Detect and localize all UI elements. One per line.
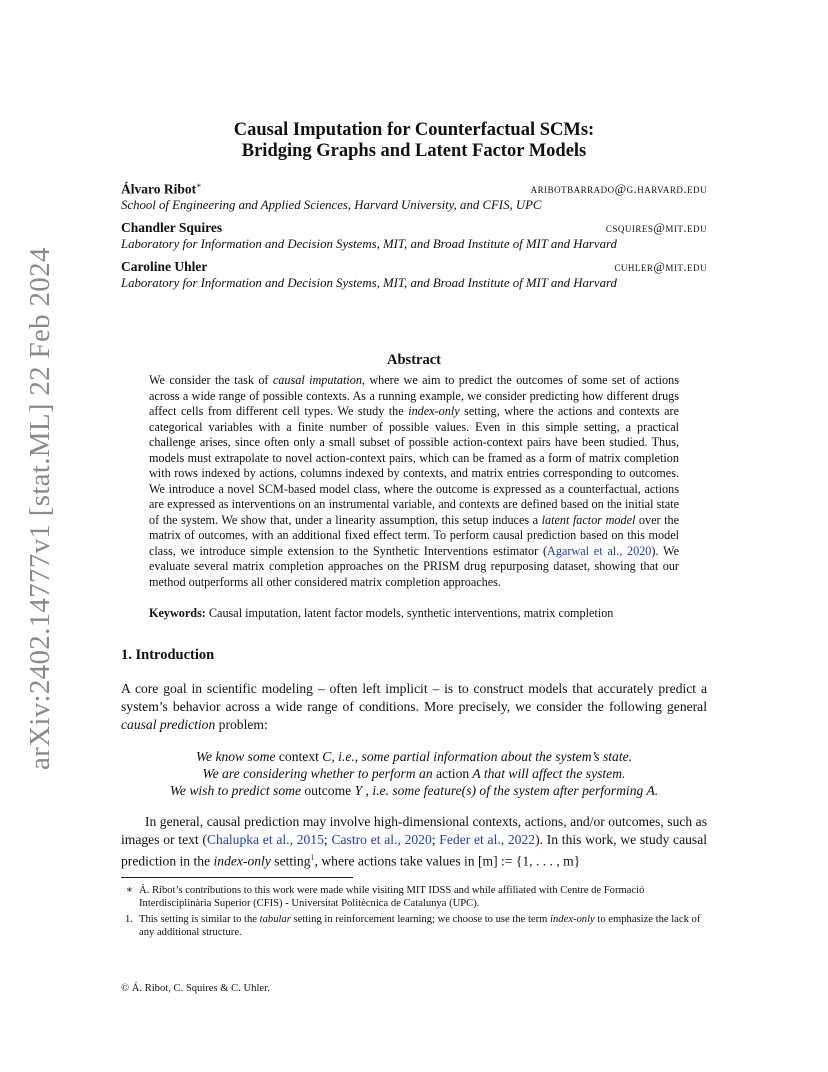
footnote: 1. This setting is similar to the tabular setting in reinforcement learning; we choose to use the term index-only to emphasize the lack of any additional structure.: [125, 913, 701, 939]
keywords-text: Causal imputation, latent factor models, synthetic interventions, matrix completion: [208, 606, 614, 621]
author-email[interactable]: cuhler@mit.edu: [614, 260, 707, 275]
author-affiliation: Laboratory for Information and Decision Systems, MIT, and Broad Institute of MIT and Harvard: [121, 276, 617, 291]
author-name: Caroline Uhler: [121, 259, 208, 275]
problem-statement: [121, 748, 707, 799]
title-line-2: Bridging Graphs and Latent Factor Models: [241, 141, 587, 161]
citation-link[interactable]: Chalupka et al., 2015: [206, 832, 324, 848]
problem-line: We wish to predict some outcome Y , i.e. some feature(s) of the system after performing A.: [169, 783, 659, 799]
footnote: ∗ Á. Ribot’s contributions to this work were made while visiting MIT IDSS and while affiliated with Centre de Formació Interdisciplinària Superior (CFIS) - Universitat Politècnica de Catalunya (UPC).: [125, 884, 645, 910]
copyright-notice: © Á. Ribot, C. Squires & C. Uhler.: [121, 983, 270, 994]
abstract-body: We consider the task of causal imputation, where we aim to predict the outcomes of some set of actions across a wide range of possible contexts. As a running example, we consider predicting how different drugs affect cells from different cell types. We study the index-only setting, where the actions and contexts are categorical variables with a finite number of possible values. Even in this simple setting, a practical challenge arises, since often only a small subset of possible action-context pairs have been studied. Thus, models must extrapolate to novel action-context pairs, which can be framed as a form of matrix completion with rows indexed by actions, columns indexed by contexts, and matrix entries corresponding to outcomes. We introduce a novel SCM-based model class, where the outcome is expressed as a counterfactual, actions are expressed as interventions on an instrumental variable, and contexts are defined based on the initial state of the system. We show that, under a linearity assumption, this setup induces a latent factor model over the matrix of outcomes, with an additional fixed effect term. To perform causal prediction based on this model class, we introduce simple extension to the Synthetic Interventions estimator (Agarwal et al., 2020). We evaluate several matrix completion approaches on the PRISM drug repurposing dataset, showing that our method outperforms all other considered matrix completion approaches.: [149, 373, 680, 589]
author-email[interactable]: csquires@mit.edu: [605, 221, 707, 236]
author-affiliation: Laboratory for Information and Decision Systems, MIT, and Broad Institute of MIT and Harvard: [121, 237, 617, 252]
author-list: [121, 178, 707, 292]
abstract-heading: Abstract: [387, 352, 441, 369]
footnote-ref[interactable]: 1: [310, 853, 315, 863]
footnote-rule: [121, 877, 353, 878]
problem-line: We are considering whether to perform an action A that will affect the system.: [202, 766, 626, 782]
keywords: [149, 606, 679, 621]
citation-link[interactable]: Agarwal et al., 2020: [547, 543, 652, 558]
author-affiliation: School of Engineering and Applied Sciences, Harvard University, and CFIS, UPC: [121, 198, 542, 213]
paper-title: [121, 120, 707, 162]
problem-line: We know some context C, i.e., some partial information about the system’s state.: [195, 749, 633, 765]
keywords-label: Keywords:: [149, 606, 206, 621]
citation-link[interactable]: Castro et al., 2020: [331, 832, 432, 848]
arxiv-sidebar-id: arXiv:2402.14777v1 [stat.ML] 22 Feb 2024: [24, 247, 56, 770]
author-row: [121, 178, 707, 197]
author-name: Álvaro Ribot: [121, 181, 197, 197]
intro-paragraph: A core goal in scientific modeling – often left implicit – is to construct models that accurately predict a system’s behavior across a wide range of conditions. More precisely, we consider the following general causal prediction problem:: [121, 681, 707, 733]
citation-link[interactable]: Feder et al., 2022: [439, 832, 536, 848]
paper-page: [121, 120, 707, 942]
author-email[interactable]: aribotbarrado@g.harvard.edu: [530, 182, 707, 197]
title-line-1: Causal Imputation for Counterfactual SCMs:: [233, 120, 595, 140]
footnotes: [121, 884, 707, 940]
intro-paragraph: In general, causal prediction may involve high-dimensional contexts, actions, and/or outcomes, such as images or text (Chalupka et al., 2015; Castro et al., 2020; Feder et al., 2022). In this work, we study causal prediction in the index-only setting$^1$, where actions take values in [m] := {1, . . . , m}: [121, 814, 708, 869]
author-row: [121, 259, 707, 275]
author-row: [121, 220, 707, 236]
author-mark: ∗: [196, 181, 202, 190]
author-name: Chandler Squires: [121, 220, 223, 236]
section-heading: 1. Introduction: [121, 647, 215, 664]
